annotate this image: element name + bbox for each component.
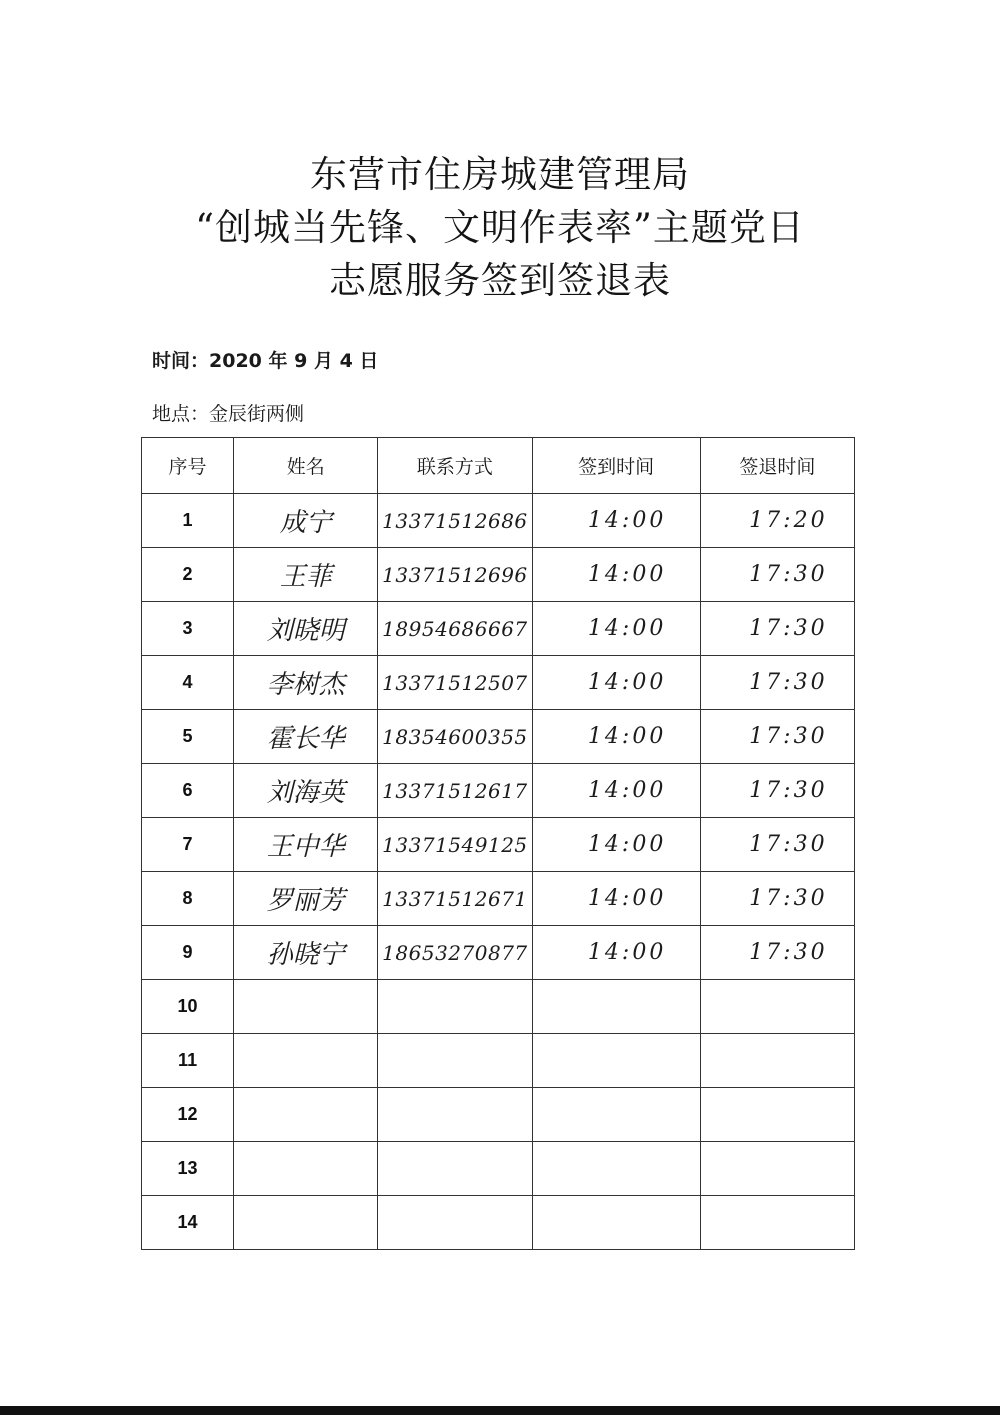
table-row [142,602,855,656]
row-sign-in-time [532,1088,700,1142]
row-phone: 18354600355 [378,710,532,764]
row-index: 14 [142,1196,234,1250]
row-sign-out-time: 17:20 [700,494,854,548]
row-sign-in-time: 14:00 [532,710,700,764]
row-index: 10 [142,980,234,1034]
row-index: 7 [142,818,234,872]
row-sign-out-time [700,1034,854,1088]
row-sign-out-time: 17:30 [700,818,854,872]
title-line-2: “创城当先锋、文明作表率”主题党日 [195,206,805,249]
row-name: 罗丽芳 [234,872,378,926]
row-sign-out-time: 17:30 [700,602,854,656]
row-name: 成宁 [234,494,378,548]
row-sign-in-time: 14:00 [532,926,700,980]
table-row [142,1034,855,1088]
row-phone [378,1088,532,1142]
row-name: 李树杰 [234,656,378,710]
title-line-1: 东营市住房城建管理局 [310,153,690,196]
table-row [142,1142,855,1196]
header-contact: 联系方式 [378,438,532,494]
row-index: 12 [142,1088,234,1142]
document-title [0,148,1000,307]
table-row [142,926,855,980]
row-phone: 13371512686 [378,494,532,548]
table-row [142,1088,855,1142]
row-sign-in-time: 14:00 [532,872,700,926]
table-row [142,710,855,764]
row-sign-out-time: 17:30 [700,548,854,602]
sign-in-table [141,437,855,1250]
row-sign-in-time: 14:00 [532,656,700,710]
row-index: 2 [142,548,234,602]
row-phone: 13371512617 [378,764,532,818]
table-header-row [142,438,855,494]
date-label: 时间： [152,350,210,372]
row-index: 1 [142,494,234,548]
row-sign-out-time: 17:30 [700,656,854,710]
meta-date [152,346,378,373]
row-index: 6 [142,764,234,818]
row-sign-in-time: 14:00 [532,602,700,656]
date-value: 2020 年 9 月 4 日 [209,350,379,372]
row-sign-in-time [532,980,700,1034]
scan-edge [0,1406,1000,1415]
row-sign-out-time [700,1088,854,1142]
header-sign-out-time: 签退时间 [700,438,854,494]
row-index: 11 [142,1034,234,1088]
table-row [142,494,855,548]
row-phone: 13371512671 [378,872,532,926]
row-name: 孙晓宁 [234,926,378,980]
row-sign-in-time: 14:00 [532,548,700,602]
row-name: 刘晓明 [234,602,378,656]
row-sign-in-time [532,1034,700,1088]
row-index: 5 [142,710,234,764]
row-phone [378,1196,532,1250]
row-name: 王中华 [234,818,378,872]
table-row [142,656,855,710]
row-sign-in-time [532,1196,700,1250]
row-index: 13 [142,1142,234,1196]
meta-place [152,399,304,426]
header-index: 序号 [142,438,234,494]
table-row [142,872,855,926]
row-sign-out-time [700,1142,854,1196]
table-row [142,548,855,602]
row-phone: 13371512696 [378,548,532,602]
row-phone: 13371512507 [378,656,532,710]
row-sign-out-time: 17:30 [700,764,854,818]
row-name [234,1142,378,1196]
row-sign-in-time: 14:00 [532,764,700,818]
row-index: 8 [142,872,234,926]
row-index: 9 [142,926,234,980]
table-row [142,1196,855,1250]
table-row [142,980,855,1034]
row-phone: 18954686667 [378,602,532,656]
row-phone [378,1034,532,1088]
row-sign-out-time [700,980,854,1034]
row-name [234,1034,378,1088]
row-name: 王菲 [234,548,378,602]
row-sign-out-time [700,1196,854,1250]
place-label: 地点： [152,403,210,425]
row-sign-in-time: 14:00 [532,494,700,548]
row-index: 3 [142,602,234,656]
row-phone: 18653270877 [378,926,532,980]
row-sign-out-time: 17:30 [700,872,854,926]
header-sign-in-time: 签到时间 [532,438,700,494]
table-row [142,764,855,818]
row-phone [378,1142,532,1196]
row-phone [378,980,532,1034]
row-sign-in-time [532,1142,700,1196]
row-index: 4 [142,656,234,710]
row-sign-out-time: 17:30 [700,926,854,980]
row-name [234,980,378,1034]
row-name: 霍长华 [234,710,378,764]
row-sign-out-time: 17:30 [700,710,854,764]
row-sign-in-time: 14:00 [532,818,700,872]
row-phone: 13371549125 [378,818,532,872]
table-row [142,818,855,872]
title-line-3: 志愿服务签到签退表 [329,259,671,302]
row-name [234,1088,378,1142]
header-name: 姓名 [234,438,378,494]
place-value: 金辰街两侧 [209,403,305,425]
row-name [234,1196,378,1250]
row-name: 刘海英 [234,764,378,818]
